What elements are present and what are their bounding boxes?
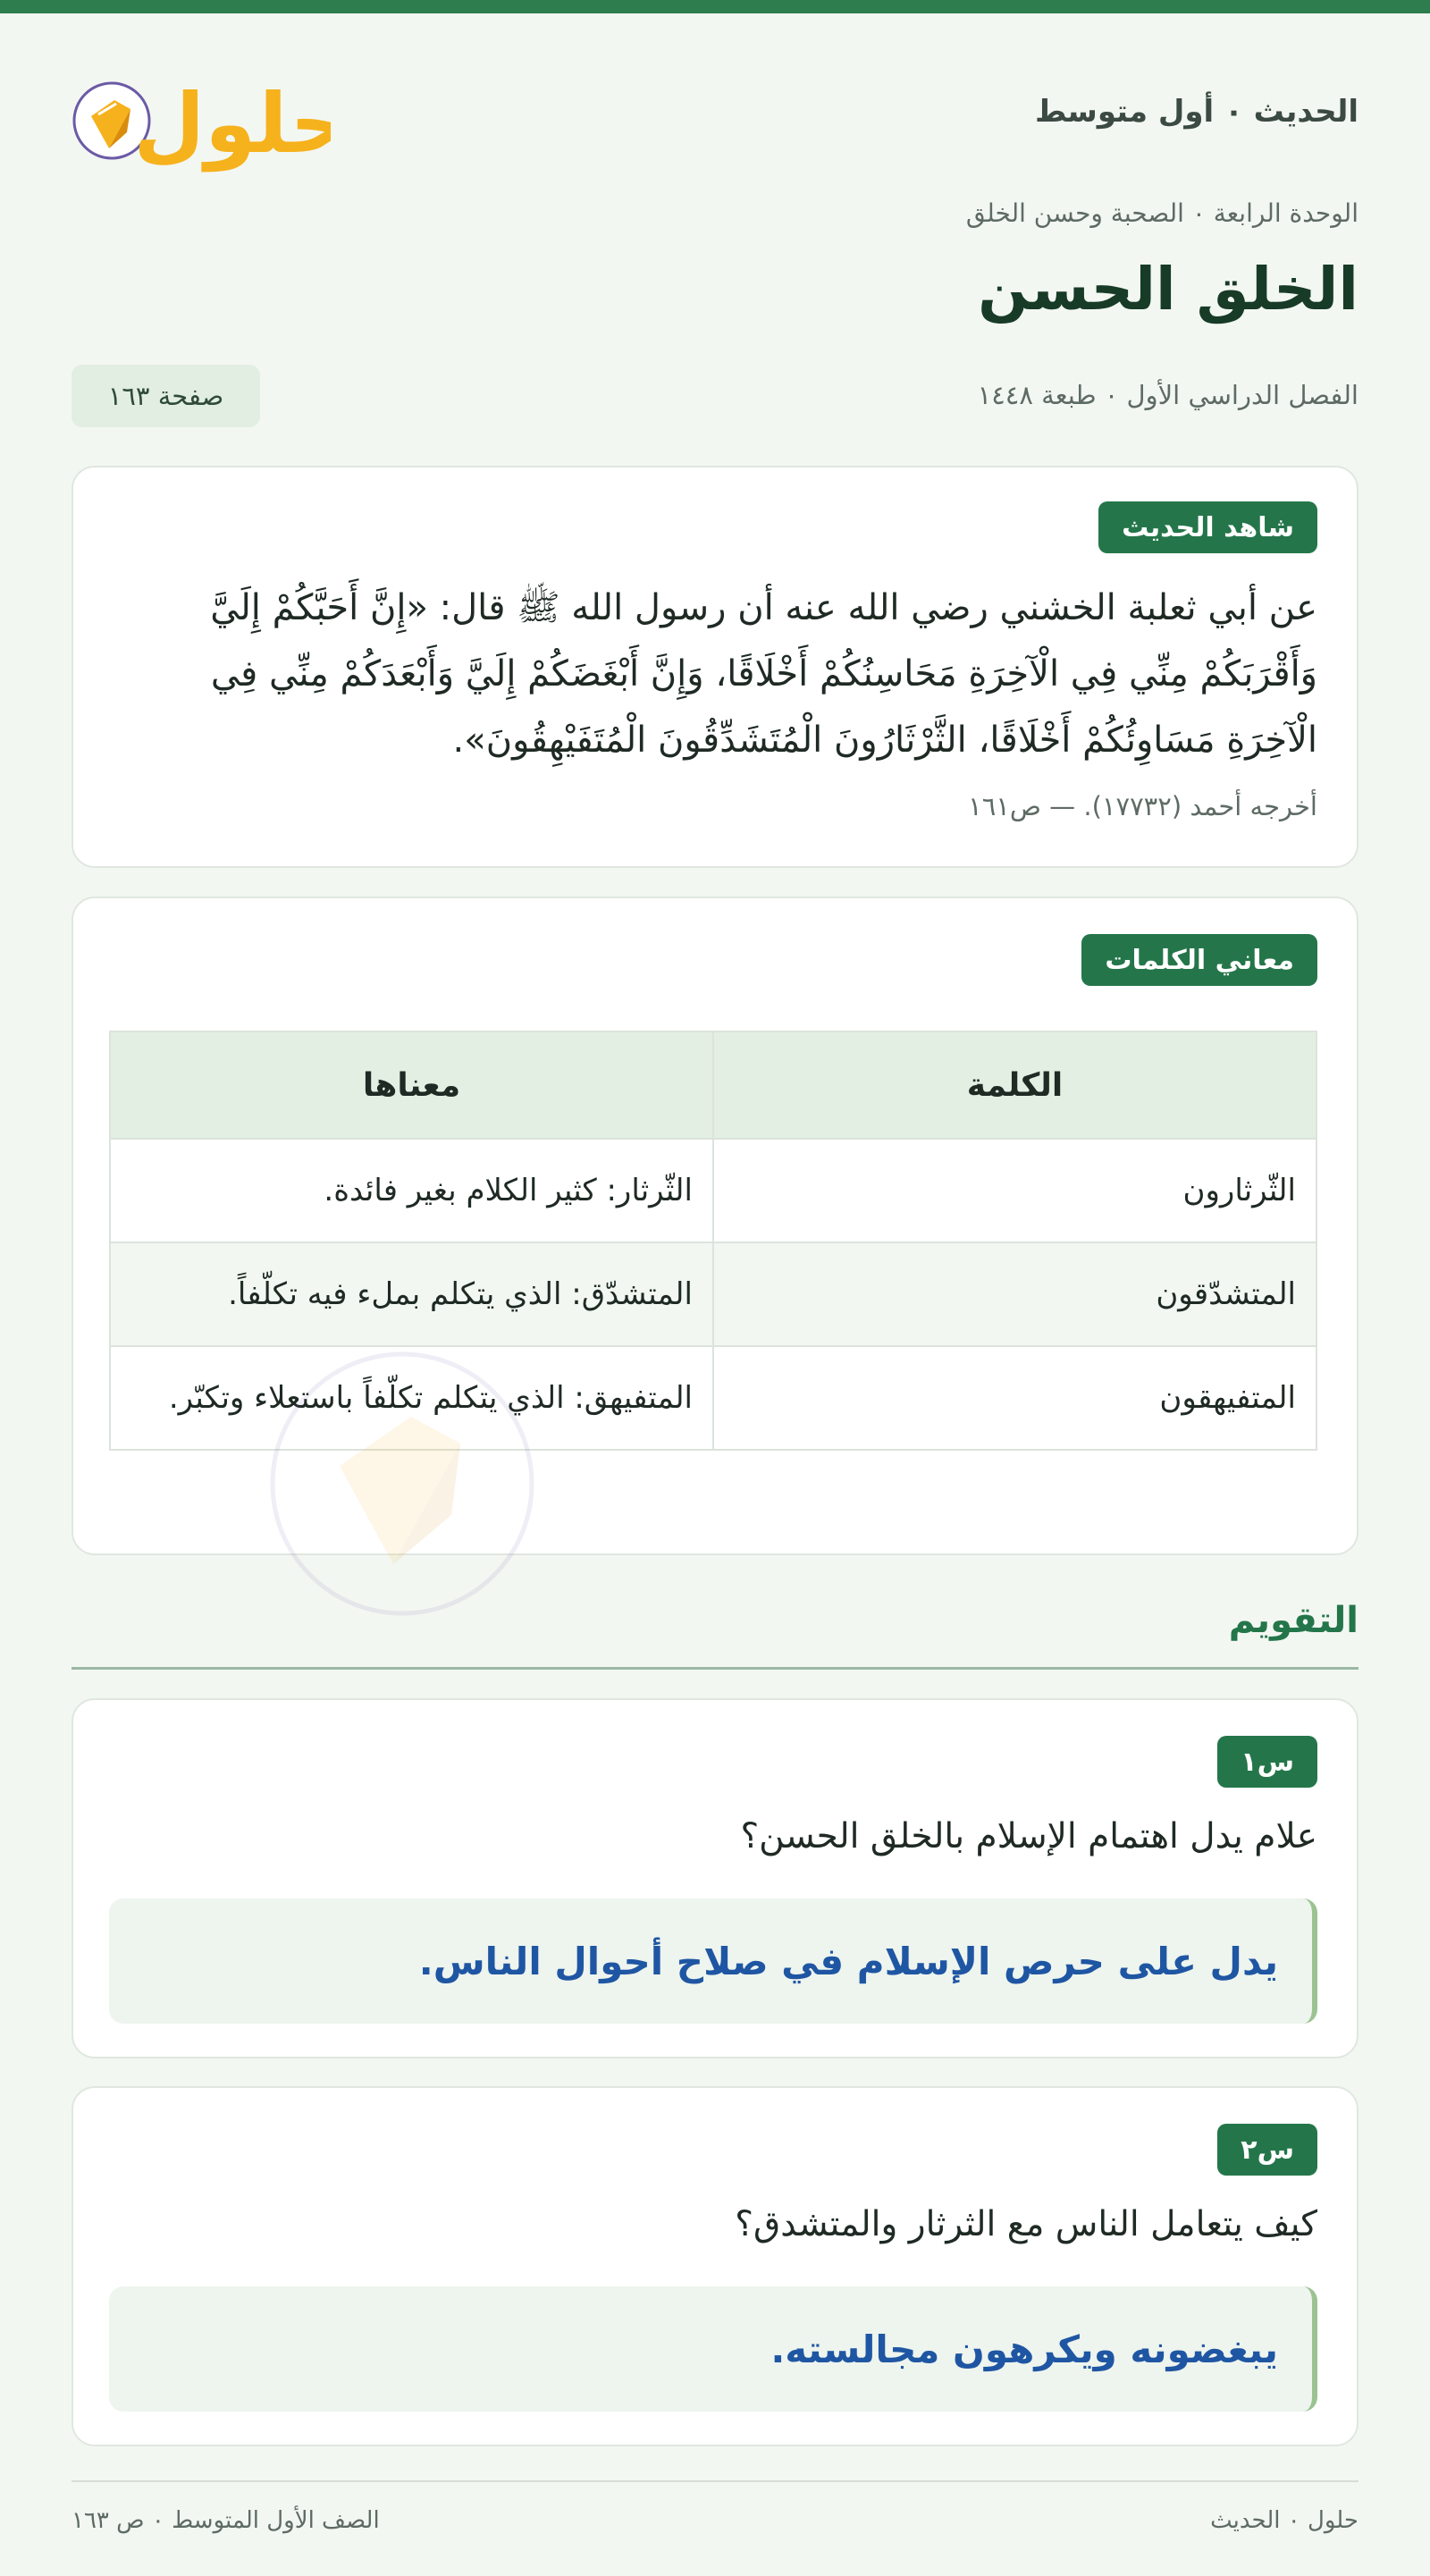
logo-text: حلول — [133, 76, 331, 172]
hadith-source: أخرجه أحمد (١٧٧٣٢). — ص١٦١ — [968, 791, 1317, 821]
evaluation-heading: التقويم — [1228, 1600, 1358, 1641]
word-meanings-tag: معاني الكلمات — [1081, 934, 1317, 986]
page-title: الخلق الحسن — [978, 255, 1358, 324]
logo-icon — [72, 63, 331, 179]
word-meanings-card — [72, 897, 1358, 1555]
unit-label: الوحدة الرابعة ٠ الصحبة وحسن الخلق — [965, 198, 1358, 228]
question-card-1 — [72, 1698, 1358, 2058]
brand-logo[interactable] — [72, 63, 331, 179]
footer-brand: حلول ٠ الحديث — [1210, 2507, 1358, 2534]
word-cell: المتفيهقون — [713, 1346, 1316, 1450]
word-cell: الثّرثارون — [713, 1139, 1316, 1242]
question-tag: س١ — [1217, 1736, 1317, 1788]
question-text: علام يدل اهتمام الإسلام بالخلق الحسن؟ — [740, 1816, 1317, 1856]
section-divider — [72, 1667, 1358, 1670]
term-label: الفصل الدراسي الأول ٠ طبعة ١٤٤٨ — [977, 380, 1358, 410]
meaning-cell: المتفيهق: الذي يتكلم تكلّفاً باستعلاء وتكبّر. — [110, 1346, 713, 1450]
subject-label: الحديث ٠ أول متوسط — [1035, 94, 1358, 130]
page — [72, 0, 1358, 2576]
answer-box: يبغضونه ويكرهون مجالسته. — [109, 2286, 1317, 2412]
question-tag: س٢ — [1217, 2124, 1317, 2176]
hadith-tag: شاهد الحديث — [1098, 501, 1317, 553]
meaning-cell: المتشدّق: الذي يتكلم بملء فيه تكلّفاً. — [110, 1242, 713, 1346]
table-header-row — [110, 1031, 1316, 1139]
header — [72, 54, 1358, 170]
word-meanings-table — [109, 1031, 1317, 1451]
answer-box: يدل على حرص الإسلام في صلاح أحوال الناس. — [109, 1898, 1317, 2024]
question-text: كيف يتعامل الناس مع الثرثار والمتشدق؟ — [735, 2204, 1317, 2244]
table-row — [110, 1242, 1316, 1346]
page-number-badge: صفحة ١٦٣ — [72, 365, 260, 427]
question-card-2 — [72, 2086, 1358, 2446]
column-header-meaning: معناها — [110, 1031, 713, 1139]
word-cell: المتشدّقون — [713, 1242, 1316, 1346]
hadith-text: عن أبي ثعلبة الخشني رضي الله عنه أن رسول الله ﷺ قال: «إِنَّ أَحَبَّكُمْ إِلَيَّ وَأَقْرَبَكُمْ مِنِّي فِي الْآخِرَةِ مَحَاسِنُكُمْ أَخْلَاقًا، وَإِنَّ أَبْغَضَكُمْ إِلَيَّ وَأَبْعَدَكُمْ مِنِّي فِي الْآخِرَةِ مَسَاوِئُكُمْ أَخْلَاقًا، الثَّرْثَارُونَ الْمُتَشَدِّقُونَ الْمُتَفَيْهِقُونَ». — [210, 587, 1317, 761]
hadith-card — [72, 466, 1358, 868]
table-row — [110, 1139, 1316, 1242]
meaning-cell: الثّرثار: كثير الكلام بغير فائدة. — [110, 1139, 713, 1242]
column-header-word: الكلمة — [713, 1031, 1316, 1139]
table-row — [110, 1346, 1316, 1450]
footer-divider — [72, 2480, 1358, 2482]
footer-page-info: الصف الأول المتوسط ٠ ص ١٦٣ — [72, 2507, 380, 2534]
